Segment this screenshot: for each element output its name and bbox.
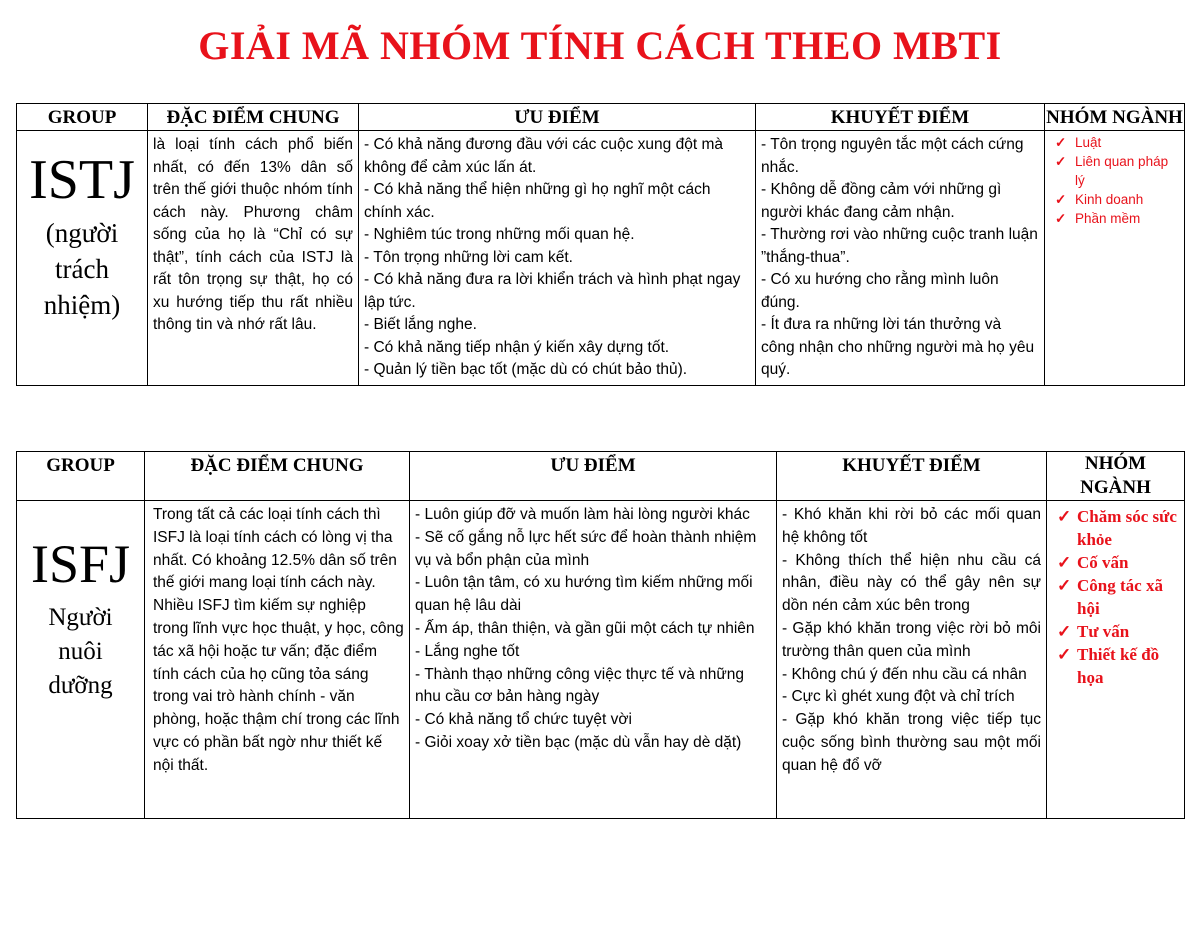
page-title: GIẢI MÃ NHÓM TÍNH CÁCH THEO MBTI <box>198 23 1002 68</box>
list-item: ✓ Chăm sóc sức khỏe <box>1057 507 1177 549</box>
list-item: - Có khả năng đưa ra lời khiển trách và hình phạt ngay lập tức. <box>364 271 741 311</box>
checkmark-icon: ✓ <box>1055 154 1067 169</box>
list-item: - Tôn trọng những lời cam kết. <box>364 248 573 266</box>
list-item: - Tôn trọng nguyên tắc một cách cứng nhắc. <box>761 136 1024 176</box>
istj-table <box>16 103 1185 386</box>
personality-role: Người nuôi dưỡng <box>48 604 113 699</box>
header-traits: ĐẶC ĐIỂM CHUNG <box>145 452 410 501</box>
checkmark-icon: ✓ <box>1057 622 1072 641</box>
list-item: ✓ Liên quan pháp lý <box>1055 154 1169 188</box>
table-row <box>17 501 1185 819</box>
list-item: ✓ Luật <box>1055 135 1102 150</box>
strengths-cell <box>410 501 777 819</box>
group-cell <box>17 131 148 386</box>
list-item: ✓ Thiết kế đồ họa <box>1057 645 1160 687</box>
checkmark-icon: ✓ <box>1057 507 1072 526</box>
header-industries: NHÓM NGÀNH <box>1045 104 1185 131</box>
list-item: - Cực kì ghét xung đột và chỉ trích <box>782 688 1015 706</box>
list-item: - Quản lý tiền bạc tốt (mặc dù có chút bảo thủ). <box>364 361 688 378</box>
traits-cell: là loại tính cách phổ biến nhất, có đến 13% dân số trên thế giới thuộc nhóm tính cách này. Phương châm sống của họ là “Chỉ có sự thật”, tính cách của ISTJ là rất tôn trọng sự thật, họ có xu hướng tiếp thu rất nhiều thông tin và nhớ rất lâu. <box>148 131 359 386</box>
header-weaknesses: KHUYẾT ĐIỂM <box>756 104 1045 131</box>
list-item: - Luôn giúp đỡ và muốn làm hài lòng người khác <box>415 506 750 523</box>
list-item: - Gặp khó khăn trong việc rời bỏ môi trường thân quen của mình <box>782 619 1041 660</box>
header-weaknesses: KHUYẾT ĐIỂM <box>777 452 1047 501</box>
list-item: - Sẽ cố gắng nỗ lực hết sức để hoàn thành nhiệm vụ và bổn phận của mình <box>415 528 757 569</box>
weaknesses-cell <box>777 501 1047 819</box>
table-row <box>17 131 1185 386</box>
industries-cell <box>1047 501 1185 819</box>
list-item: ✓ Công tác xã hội <box>1057 576 1163 618</box>
list-item: ✓ Cố vấn <box>1057 553 1129 572</box>
header-strengths: ƯU ĐIỂM <box>410 452 777 501</box>
list-item: - Gặp khó khăn trong việc tiếp tục cuộc sống bình thường sau một mối quan hệ đổ vỡ <box>782 711 1041 774</box>
header-strengths: ƯU ĐIỂM <box>359 104 756 131</box>
weaknesses-cell <box>756 131 1045 386</box>
list-item: - Luôn tận tâm, có xu hướng tìm kiếm những mối quan hệ lâu dài <box>415 574 753 615</box>
industries-cell <box>1045 131 1185 386</box>
list-item: ✓ Kinh doanh <box>1055 192 1144 207</box>
checkmark-icon: ✓ <box>1057 576 1072 595</box>
list-item: - Ấm áp, thân thiện, và gần gũi một cách tự nhiên <box>415 619 755 637</box>
list-item: ✓ Phần mềm <box>1055 211 1141 226</box>
checkmark-icon: ✓ <box>1057 553 1072 572</box>
list-item: - Có khả năng tổ chức tuyệt vời <box>415 711 632 729</box>
list-item: - Có khả năng thể hiện những gì họ nghĩ một cách chính xác. <box>364 181 711 221</box>
checkmark-icon: ✓ <box>1057 645 1072 664</box>
list-item: - Có khả năng tiếp nhận ý kiến xây dựng tốt. <box>364 338 670 356</box>
header-traits: ĐẶC ĐIỂM CHUNG <box>148 104 359 131</box>
checkmark-icon: ✓ <box>1055 211 1067 226</box>
list-item: - Không dễ đồng cảm với những gì người khác đang cảm nhận. <box>761 181 1002 221</box>
header-group: GROUP <box>17 452 145 501</box>
checkmark-icon: ✓ <box>1055 192 1067 207</box>
list-item: ✓ Tư vấn <box>1057 622 1130 641</box>
list-item: - Không chú ý đến nhu cầu cá nhân <box>782 665 1027 683</box>
strengths-cell <box>359 131 756 386</box>
checkmark-icon: ✓ <box>1055 135 1067 150</box>
list-item: - Biết lắng nghe. <box>364 316 477 333</box>
list-item: - Giỏi xoay xở tiền bạc (mặc dù vẫn hay dè dặt) <box>415 733 742 751</box>
list-item: - Thành thạo những công việc thực tế và những nhu cầu cơ bản hàng ngày <box>415 665 744 706</box>
header-group: GROUP <box>17 104 148 131</box>
list-item: - Nghiêm túc trong những mối quan hệ. <box>364 226 635 243</box>
list-item: - Thường rơi vào những cuộc tranh luận ”thắng-thua”. <box>761 226 1038 266</box>
list-item: - Lắng nghe tốt <box>415 642 520 660</box>
list-item: - Có xu hướng cho rằng mình luôn đúng. <box>761 271 999 311</box>
isfj-table <box>16 451 1185 819</box>
personality-code: ISTJ <box>29 149 135 211</box>
list-item: - Ít đưa ra những lời tán thưởng và công nhận cho những người mà họ yêu quý. <box>761 316 1035 378</box>
traits-cell: Trong tất cả các loại tính cách thì ISFJ là loại tính cách có lòng vị tha nhất. Có khoảng 12.5% dân số trên thế giới mang loại tính cách này. Nhiều ISFJ tìm kiếm sự nghiệp trong lĩnh vực học thuật, y học, công tác xã hội hoặc tư vấn; đặc điểm tính cách của họ cũng tỏa sáng trong vai trò hành chính - văn phòng, hoặc thậm chí trong các lĩnh vực có phần bất ngờ như thiết kế nội thất. <box>145 501 410 819</box>
personality-code: ISFJ <box>30 534 131 594</box>
list-item: - Có khả năng đương đầu với các cuộc xung đột mà không để cảm xúc lấn át. <box>364 136 723 176</box>
list-item: - Khó khăn khi rời bỏ các mối quan hệ không tốt <box>782 506 1041 546</box>
header-industries: NHÓM NGÀNH <box>1047 452 1185 501</box>
group-cell <box>17 501 145 819</box>
table-header-row <box>17 104 1185 131</box>
personality-role: (người trách nhiệm) <box>43 218 121 320</box>
table-header-row <box>17 452 1185 501</box>
list-item: - Không thích thể hiện nhu cầu cá nhân, điều này có thể gây nên sự dồn nén cảm xúc bên trong <box>782 551 1041 615</box>
